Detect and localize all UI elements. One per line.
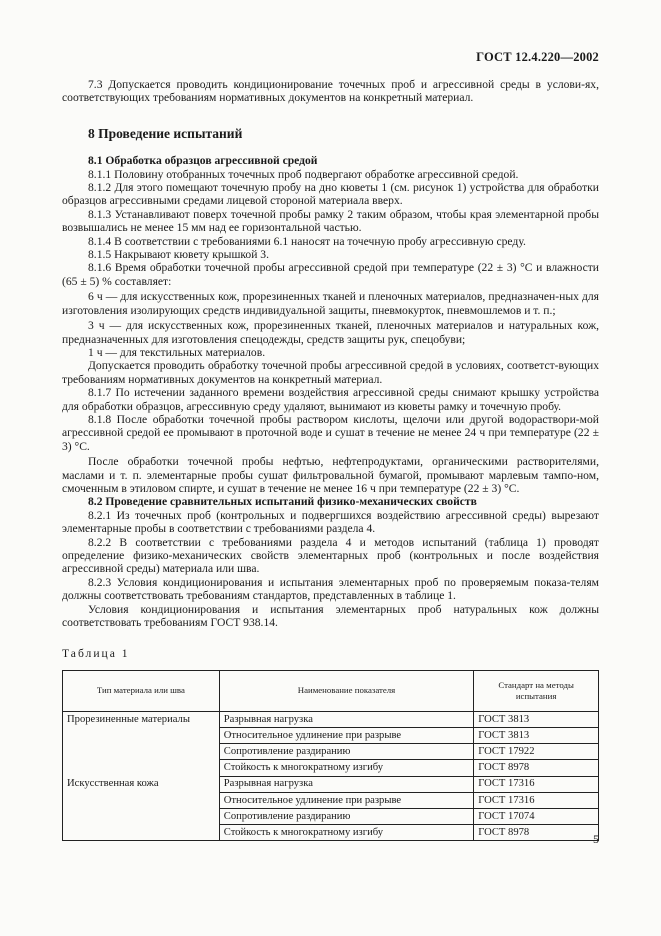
table-header-row (63, 670, 599, 711)
paragraph-8-1-6: 8.1.6 Время обработки точечной пробы агрессивной средой при температуре (22 ± 3) °С и влажности (65 ± 5) % составляет: (62, 261, 599, 288)
table-row (63, 711, 599, 727)
cell-standard: ГОСТ 17074 (474, 808, 599, 824)
paragraph-3h: 3 ч — для искусственных кож, прорезиненных тканей, пленочных материалов и натуральных кож, предназначенных для изготовления спецодежды, средств защиты рук, спецобуви; (62, 319, 599, 346)
cell-indicator: Сопротивление раздиранию (219, 808, 473, 824)
cell-indicator: Разрывная нагрузка (219, 711, 473, 727)
page-content (62, 78, 599, 841)
subsection-8-2-title: 8.2 Проведение сравнительных испытаний физико-механических свойств (88, 495, 477, 509)
cell-indicator: Стойкость к многократному изгибу (219, 825, 473, 841)
cell-material (63, 792, 220, 808)
table-row (63, 825, 599, 841)
table-row (63, 760, 599, 776)
paragraph-8-2-2: 8.2.2 В соответствии с требованиями раздела 4 и методов испытаний (таблица 1) проводят определение физико-механических свойств элементарных проб (контрольных и после воздействия агрессивной среды) материала или шва. (62, 535, 599, 576)
paragraph-8-2-3: 8.2.3 Условия кондиционирования и испытания элементарных проб по проверяемым показа-телям должны соответствовать требованиям стандартов, представленных в таблице 1. (62, 575, 599, 603)
section-8-title: 8 Проведение испытаний (88, 125, 243, 141)
cell-standard: ГОСТ 8978 (474, 760, 599, 776)
cell-material (63, 728, 220, 744)
paragraph-8-1-7: 8.1.7 По истечении заданного времени воздействия агрессивной среды снимают крышку устройства для обработки образцов, агрессивную среду удаляют, вынимают из кюветы рамку и точечную пробу. (62, 386, 599, 413)
cell-indicator: Сопротивление раздиранию (219, 744, 473, 760)
document-header: ГОСТ 12.4.220—2002 (476, 50, 599, 64)
header-standard: Стандарт на методы испытания (474, 670, 599, 711)
cell-standard: ГОСТ 3813 (474, 711, 599, 727)
paragraph-8-1-5: 8.1.5 Накрывают кювету крышкой 3. (88, 248, 270, 262)
paragraph-1h: 1 ч — для текстильных материалов. (88, 345, 266, 359)
cell-standard: ГОСТ 3813 (474, 728, 599, 744)
paragraph-8-1-4: 8.1.4 В соответствии с требованиями 6.1 наносят на точечную пробу агрессивную среду. (88, 234, 526, 248)
table-row (63, 744, 599, 760)
paragraph-8-1-8: 8.1.8 После обработки точечной пробы раствором кислоты, щелочи или другой водораствори-мой агрессивной средой ее промывают в проточной воде и сушат в течение не менее 24 ч при температуре (22 ± 3) °С. (62, 412, 599, 453)
cell-standard: ГОСТ 17922 (474, 744, 599, 760)
cell-standard: ГОСТ 8978 (474, 825, 599, 841)
cell-material: Искусственная кожа (63, 776, 220, 792)
paragraph-8-1-1: 8.1.1 Половину отобранных точечных проб подвергают обработке агрессивной средой. (88, 167, 519, 181)
cell-standard: ГОСТ 17316 (474, 792, 599, 808)
table-row (63, 792, 599, 808)
paragraph-natural-leather: Условия кондиционирования и испытания элементарных проб натуральных кож должны соответствовать требованиям ГОСТ 938.14. (62, 602, 599, 630)
page-number: 5 (593, 832, 599, 846)
table-row (63, 776, 599, 792)
cell-material (63, 808, 220, 824)
paragraph-7-3: 7.3 Допускается проводить кондиционирование точечных проб и агрессивной среды в услови-ях, соответствующих требованиям нормативных документов на конкретный материал. (62, 78, 599, 105)
table-row (63, 728, 599, 744)
subsection-8-1-title: 8.1 Обработка образцов агрессивной средой (88, 154, 318, 168)
header-indicator: Наименование показателя (219, 670, 473, 711)
paragraph-after-oil: После обработки точечной пробы нефтью, нефтепродуктами, органическими растворителями, маслами и т. п. элементарные пробы сушат фильтровальной бумагой, промывают марлевым тампо-ном, смоченным в этиловом спирте, и сушат в течение не менее 16 ч при температуре (22 ± 3) °С. (62, 455, 599, 495)
cell-material (63, 760, 220, 776)
paragraph-8-1-2: 8.1.2 Для этого помещают точечную пробу на дно кюветы 1 (см. рисунок 1) устройства для обработки образцов агрессивными средами лицевой стороной материала вверх. (62, 181, 599, 208)
cell-material: Прорезиненные материалы (63, 711, 220, 727)
cell-indicator: Относительное удлинение при разрыве (219, 792, 473, 808)
cell-indicator: Разрывная нагрузка (219, 776, 473, 792)
table-label: Таблица 1 (62, 647, 130, 661)
paragraph-8-2-1: 8.2.1 Из точечных проб (контрольных и подвергшихся воздействию агрессивной среды) вырезают элементарные пробы в соответствии с требованиями раздела 4. (62, 508, 599, 536)
cell-standard: ГОСТ 17316 (474, 776, 599, 792)
cell-material (63, 825, 220, 841)
paragraph-6h: 6 ч — для искусственных кож, прорезиненных тканей и пленочных материалов, предназначен-ных для изготовления изолирующих средств индивидуальной защиты, пневмокурток, пневмошлемов и т. п.; (62, 290, 599, 317)
header-material-type: Тип материала или шва (63, 670, 220, 711)
cell-indicator: Относительное удлинение при разрыве (219, 728, 473, 744)
paragraph-allowed: Допускается проводить обработку точечной пробы агрессивной средой в условиях, соответст-вующих требованиям нормативных документов на конкретный материал. (62, 359, 599, 386)
table-row (63, 808, 599, 824)
cell-material (63, 744, 220, 760)
cell-indicator: Стойкость к многократному изгибу (219, 760, 473, 776)
paragraph-8-1-3: 8.1.3 Устанавливают поверх точечной пробы рамку 2 таким образом, чтобы края элементарной пробы возвышались не менее 15 мм над ее горизонтальной частью. (62, 207, 599, 235)
methods-table (62, 670, 599, 842)
